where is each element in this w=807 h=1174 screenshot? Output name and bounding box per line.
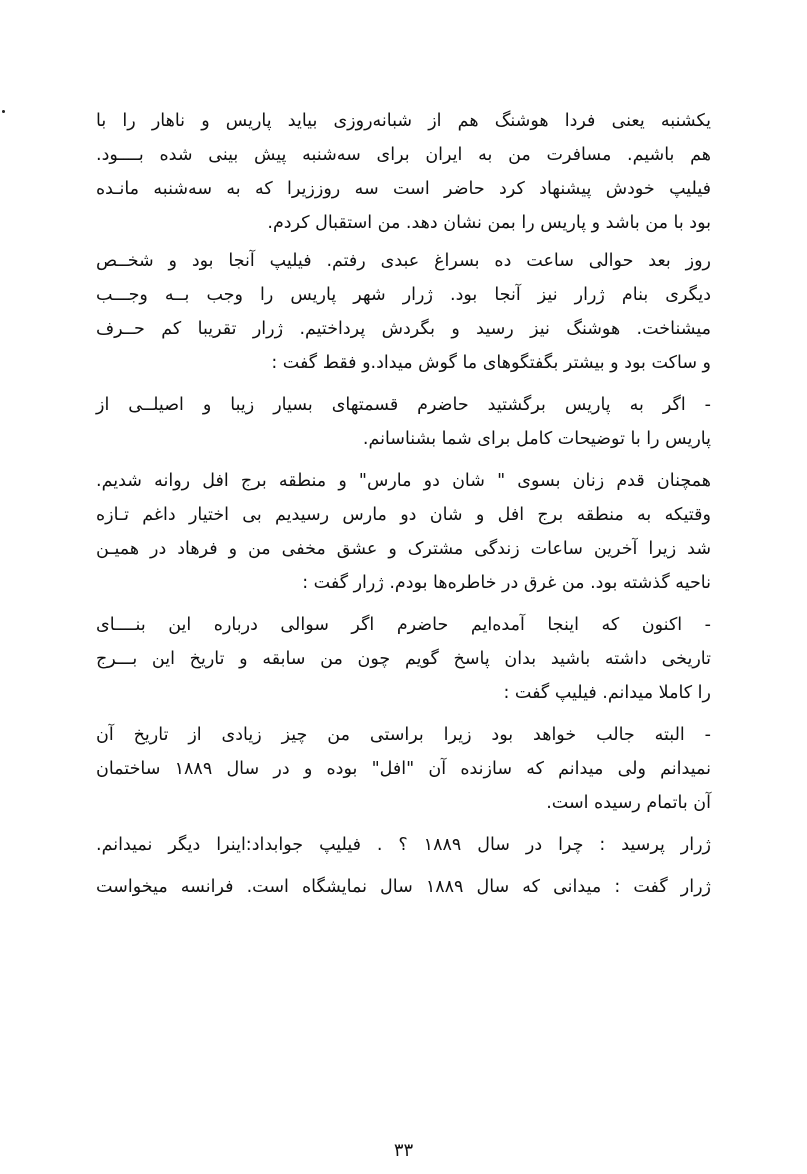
page-number: ۳۳ <box>393 1140 414 1161</box>
text-line: - اکنون که اینجا آمده‌ایم حاضرم اگر سوالی درباره این بنــــای <box>96 615 711 635</box>
text-line: ژرار گفت : میدانی که سال ۱۸۸۹ سال نمایشگاه است. فرانسه میخواست <box>96 877 711 897</box>
scan-speck <box>2 110 5 113</box>
text-line: شد زیرا آخرین ساعات زندگی مشترک و عشق مخفی من و فرهاد در همیـن <box>96 539 711 559</box>
text-line: وقتیکه به منطقه برج افل و شان دو مارس رسیدیم بی اختیار داغم تـازه <box>96 505 711 525</box>
text-line: - اگر به پاریس برگشتید حاضرم قسمتهای بسیار زیبا و اصیلــی از <box>96 395 711 415</box>
text-line: هم باشیم. مسافرت من به ایران برای سه‌شنبه پیش بینی شده بــــود. <box>96 145 711 165</box>
text-line: فیلیپ خودش پیشنهاد کرد حاضر است سه روززیرا که به سه‌شنبه مانـده <box>96 179 711 199</box>
text-line: دیگری بنام ژرار نیز آنجا بود. ژرار شهر پاریس را وجب بــه وجـــب <box>96 285 711 305</box>
text-line: یکشنبه یعنی فردا هوشنگ هم از شبانه‌روزی بیاید پاریس و ناهار را با <box>96 111 711 131</box>
text-line: ناحیه گذشته بود. من غرق در خاطره‌ها بودم. ژرار گفت : <box>302 573 711 593</box>
page-body-text <box>96 104 711 904</box>
text-line: را کاملا میدانم. فیلیپ گفت : <box>503 683 711 703</box>
text-line: تاریخی داشته باشید بدان پاسخ گویم چون من سابقه و تاریخ این بـــرج <box>96 649 711 669</box>
text-line: بود با من باشد و پاریس را بمن نشان دهد. من استقبال کردم. <box>267 213 711 233</box>
text-line: و ساکت بود و بیشتر بگفتگوهای ما گوش میداد.و فقط گفت : <box>271 353 711 373</box>
text-line: - البته جالب خواهد بود زیرا براستی من چیز زیادی از تاریخ آن <box>96 725 711 745</box>
text-line: میشناخت. هوشنگ نیز رسید و بگردش پرداختیم. ژرار تقریبا کم حــرف <box>96 319 711 339</box>
text-line: روز بعد حوالی ساعت ده بسراغ عبدی رفتم. فیلیپ آنجا بود و شخــص <box>96 251 711 271</box>
text-line: همچنان قدم زنان بسوی " شان دو مارس" و منطقه برج افل روانه شدیم. <box>96 471 711 491</box>
text-line: پاریس را با توضیحات کامل برای شما بشناسانم. <box>362 429 711 449</box>
text-line: ژرار پرسید : چرا در سال ۱۸۸۹ ؟ . فیلیپ جوابداد:اینرا دیگر نمیدانم. <box>96 835 712 855</box>
text-line: آن باتمام رسیده است. <box>546 793 711 813</box>
text-line: نمیدانم ولی میدانم که سازنده آن "افل" بوده و در سال ۱۸۸۹ ساختمان <box>96 759 711 779</box>
